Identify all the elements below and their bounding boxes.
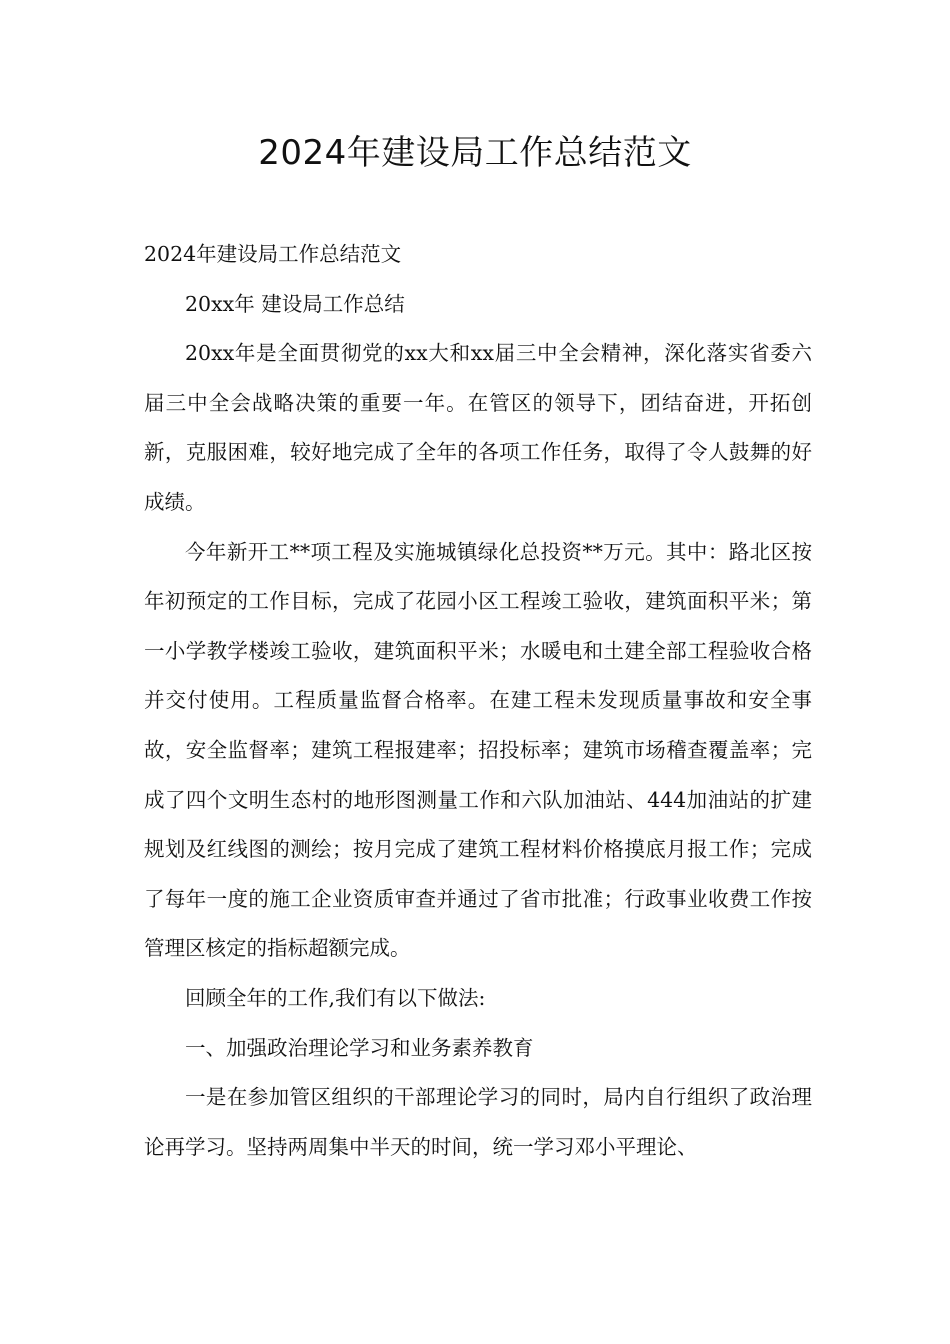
body-paragraph: 回顾全年的工作,我们有以下做法:	[185, 985, 486, 1010]
body-paragraph: 今年新开工**项工程及实施城镇绿化总投资**万元。其中：路北区按年初预定的工作目标，完成了花园小区工程竣工验收，建筑面积平米；第一小学教学楼竣工验收，建筑面积平米；水暖电和土建全部工程验收合格并交付使用。工程质量监督合格率。在建工程未发现质量事故和安全事故，安全监督率；建筑工程报建率；招投标率；建筑市场稽查覆盖率；完成了四个文明生态村的地形图测量工作和六队加油站、444加油站的扩建规划及红线图的测绘；按月完成了建筑工程材料价格摸底月报工作；完成了每年一度的施工企业资质审查并通过了省市批准；行政事业收费工作按管理区核定的指标超额完成。	[144, 539, 812, 961]
document-body	[144, 230, 812, 1172]
document-title: 2024年建设局工作总结范文	[258, 133, 692, 173]
body-paragraph: 一是在参加管区组织的干部理论学习的同时，局内自行组织了政治理论再学习。坚持两周集中半天的时间，统一学习邓小平理论、	[144, 1085, 812, 1159]
document-subtitle-line: 2024年建设局工作总结范文	[144, 242, 402, 266]
body-paragraph: 20xx年 建设局工作总结	[185, 291, 405, 316]
body-paragraph: 一、加强政治理论学习和业务素养教育	[185, 1035, 534, 1060]
body-paragraph: 20xx年是全面贯彻党的xx大和xx届三中全会精神，深化落实省委六届三中全会战略决策的重要一年。在管区的领导下，团结奋进，开拓创新，克服困难，较好地完成了全年的各项工作任务，取得了令人鼓舞的好成绩。	[144, 341, 812, 514]
